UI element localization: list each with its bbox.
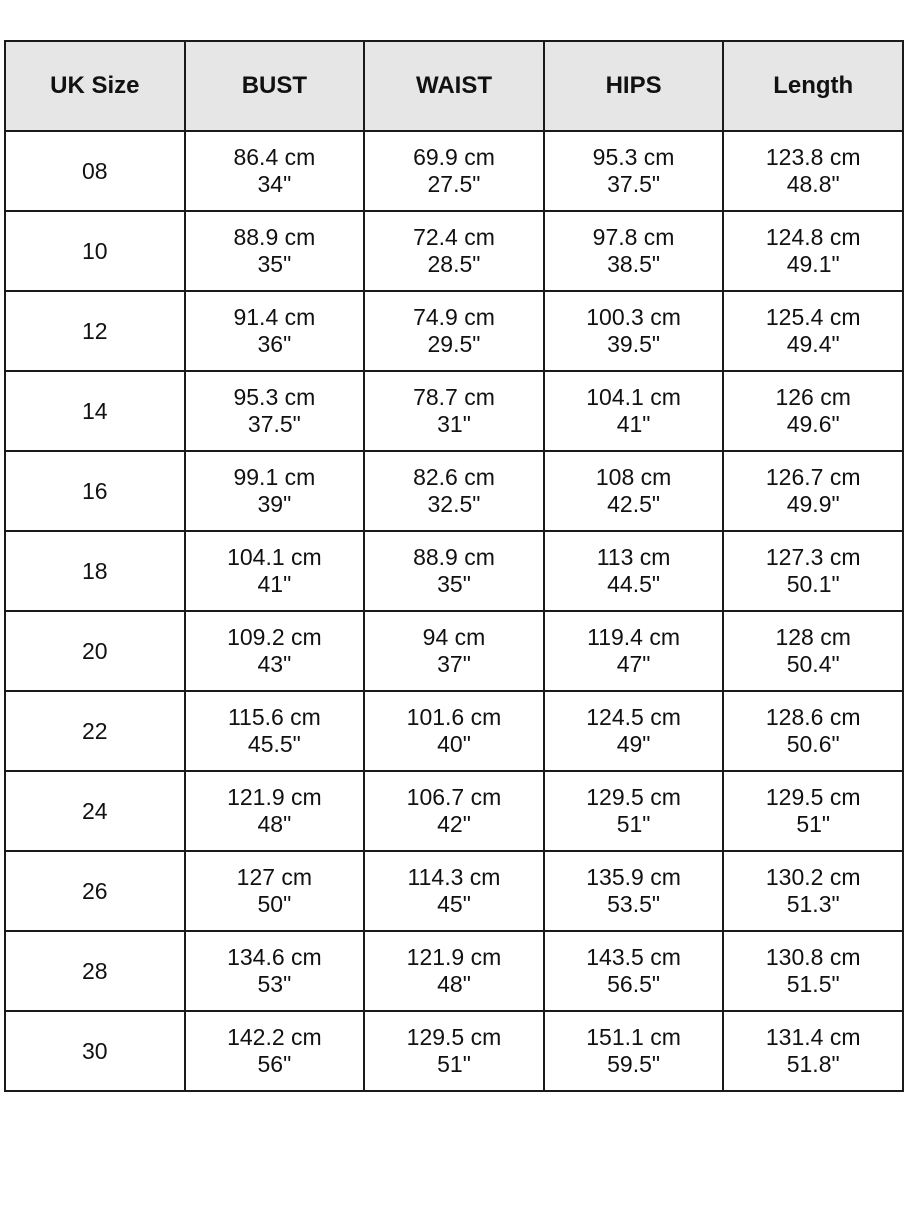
waist-cm-value: 88.9 cm: [413, 544, 495, 570]
size-cell: 16: [5, 451, 185, 531]
length-cell: [723, 1011, 903, 1091]
bust-cell: [185, 691, 365, 771]
hips-inch-value: 37.5": [607, 171, 661, 197]
bust-cm-value: 88.9 cm: [233, 224, 316, 250]
bust-inch-value: 41": [257, 571, 292, 597]
waist-cell: [364, 611, 544, 691]
hips-inch-value: 38.5": [607, 251, 661, 277]
waist-cell: [364, 451, 544, 531]
bust-inch-value: 43": [257, 651, 292, 677]
length-cell: [723, 451, 903, 531]
waist-cell: [364, 1011, 544, 1091]
size-cell: 28: [5, 931, 185, 1011]
size-cell: 30: [5, 1011, 185, 1091]
table-row: [5, 371, 903, 451]
hips-inch-value: 41": [616, 411, 651, 437]
bust-inch-value: 37.5": [247, 411, 301, 437]
size-cell: 12: [5, 291, 185, 371]
bust-cell: [185, 131, 365, 211]
length-cell: [723, 371, 903, 451]
length-cm-value: 127.3 cm: [765, 544, 861, 570]
waist-inch-value: 32.5": [427, 491, 481, 517]
waist-cm-value: 94 cm: [422, 624, 486, 650]
hips-cm-value: 97.8 cm: [592, 224, 675, 250]
length-cm-value: 124.8 cm: [765, 224, 861, 250]
waist-cm-value: 69.9 cm: [413, 144, 495, 170]
length-cm-value: 131.4 cm: [765, 1024, 861, 1050]
hips-cm-value: 151.1 cm: [586, 1024, 681, 1050]
table-row: [5, 1011, 903, 1091]
bust-cell: [185, 1011, 365, 1091]
hips-cell: [544, 1011, 724, 1091]
table-row: [5, 211, 903, 291]
length-inch-value: 51": [796, 811, 831, 837]
bust-cm-value: 86.4 cm: [233, 144, 316, 170]
length-cm-value: 126 cm: [775, 384, 851, 410]
size-cell: 22: [5, 691, 185, 771]
waist-inch-value: 35": [437, 571, 471, 597]
hips-cell: [544, 771, 724, 851]
size-chart-table: [4, 40, 904, 1092]
waist-inch-value: 40": [437, 731, 471, 757]
bust-inch-value: 53": [257, 971, 292, 997]
size-cell: 20: [5, 611, 185, 691]
table-row: [5, 531, 903, 611]
size-cell: 08: [5, 131, 185, 211]
bust-cm-value: 99.1 cm: [233, 464, 316, 490]
waist-inch-value: 31": [437, 411, 471, 437]
waist-cm-value: 78.7 cm: [413, 384, 495, 410]
waist-inch-value: 27.5": [427, 171, 481, 197]
waist-inch-value: 51": [437, 1051, 471, 1077]
length-cm-value: 128 cm: [775, 624, 851, 650]
bust-inch-value: 35": [257, 251, 292, 277]
length-cm-value: 126.7 cm: [765, 464, 861, 490]
length-inch-value: 49.9": [786, 491, 840, 517]
size-cell: 10: [5, 211, 185, 291]
waist-inch-value: 42": [437, 811, 471, 837]
hips-cm-value: 104.1 cm: [586, 384, 681, 410]
length-cm-value: 130.2 cm: [765, 864, 861, 890]
table-row: [5, 931, 903, 1011]
header-uk-size: UK Size: [5, 41, 185, 131]
bust-cell: [185, 931, 365, 1011]
hips-cm-value: 119.4 cm: [587, 624, 681, 650]
hips-cell: [544, 931, 724, 1011]
waist-cell: [364, 371, 544, 451]
bust-inch-value: 36": [257, 331, 292, 357]
size-cell: 24: [5, 771, 185, 851]
length-cell: [723, 211, 903, 291]
hips-inch-value: 39.5": [607, 331, 661, 357]
hips-inch-value: 42.5": [607, 491, 661, 517]
waist-inch-value: 29.5": [427, 331, 481, 357]
waist-cell: [364, 771, 544, 851]
bust-cm-value: 104.1 cm: [227, 544, 322, 570]
hips-inch-value: 56.5": [607, 971, 661, 997]
header-hips: HIPS: [544, 41, 724, 131]
hips-inch-value: 49": [616, 731, 651, 757]
length-cm-value: 129.5 cm: [765, 784, 861, 810]
waist-inch-value: 28.5": [427, 251, 481, 277]
bust-cm-value: 95.3 cm: [233, 384, 316, 410]
waist-cm-value: 74.9 cm: [413, 304, 495, 330]
bust-cell: [185, 611, 365, 691]
bust-cell: [185, 211, 365, 291]
waist-cell: [364, 931, 544, 1011]
waist-cm-value: 101.6 cm: [406, 704, 502, 730]
bust-inch-value: 48": [257, 811, 292, 837]
bust-cm-value: 121.9 cm: [227, 784, 322, 810]
length-inch-value: 49.1": [786, 251, 840, 277]
header-bust: BUST: [185, 41, 365, 131]
bust-cm-value: 115.6 cm: [227, 704, 321, 730]
length-inch-value: 50.6": [786, 731, 840, 757]
hips-cm-value: 113 cm: [596, 544, 671, 570]
hips-cm-value: 108 cm: [595, 464, 672, 490]
hips-inch-value: 53.5": [607, 891, 661, 917]
table-row: [5, 851, 903, 931]
length-inch-value: 48.8": [786, 171, 840, 197]
length-cell: [723, 291, 903, 371]
waist-cm-value: 129.5 cm: [406, 1024, 502, 1050]
waist-cm-value: 106.7 cm: [406, 784, 502, 810]
length-cell: [723, 691, 903, 771]
table-row: [5, 771, 903, 851]
table-row: [5, 611, 903, 691]
waist-cell: [364, 211, 544, 291]
length-cm-value: 128.6 cm: [765, 704, 861, 730]
length-inch-value: 51.5": [786, 971, 840, 997]
table-header-row: [5, 41, 903, 131]
waist-inch-value: 45": [437, 891, 471, 917]
length-inch-value: 50.4": [786, 651, 840, 677]
length-cell: [723, 851, 903, 931]
bust-cm-value: 127 cm: [236, 864, 313, 890]
table-row: [5, 451, 903, 531]
bust-cell: [185, 851, 365, 931]
hips-cm-value: 135.9 cm: [586, 864, 681, 890]
length-cm-value: 123.8 cm: [765, 144, 861, 170]
hips-cell: [544, 611, 724, 691]
waist-cell: [364, 291, 544, 371]
waist-cell: [364, 851, 544, 931]
length-cm-value: 125.4 cm: [765, 304, 861, 330]
waist-inch-value: 48": [437, 971, 471, 997]
hips-cell: [544, 691, 724, 771]
length-cell: [723, 611, 903, 691]
bust-cell: [185, 371, 365, 451]
hips-cell: [544, 131, 724, 211]
bust-cell: [185, 291, 365, 371]
header-length: Length: [723, 41, 903, 131]
bust-cell: [185, 531, 365, 611]
waist-cell: [364, 691, 544, 771]
length-inch-value: 49.4": [786, 331, 840, 357]
bust-inch-value: 50": [257, 891, 292, 917]
waist-cell: [364, 531, 544, 611]
bust-inch-value: 34": [257, 171, 292, 197]
table-body: [5, 131, 903, 1091]
waist-inch-value: 37": [437, 651, 471, 677]
bust-cell: [185, 771, 365, 851]
waist-cell: [364, 131, 544, 211]
hips-cm-value: 143.5 cm: [586, 944, 681, 970]
waist-cm-value: 121.9 cm: [406, 944, 502, 970]
hips-cell: [544, 371, 724, 451]
hips-cell: [544, 851, 724, 931]
hips-inch-value: 44.5": [607, 571, 661, 597]
header-waist: WAIST: [364, 41, 544, 131]
hips-cell: [544, 451, 724, 531]
hips-cell: [544, 211, 724, 291]
length-inch-value: 51.8": [786, 1051, 840, 1077]
size-cell: 14: [5, 371, 185, 451]
length-inch-value: 51.3": [786, 891, 840, 917]
table-row: [5, 291, 903, 371]
table-row: [5, 691, 903, 771]
waist-cm-value: 72.4 cm: [413, 224, 495, 250]
bust-inch-value: 39": [257, 491, 292, 517]
table-row: [5, 131, 903, 211]
hips-cm-value: 124.5 cm: [586, 704, 681, 730]
hips-cell: [544, 531, 724, 611]
hips-cm-value: 129.5 cm: [586, 784, 681, 810]
length-cell: [723, 771, 903, 851]
bust-cm-value: 109.2 cm: [227, 624, 322, 650]
size-cell: 26: [5, 851, 185, 931]
bust-cm-value: 142.2 cm: [227, 1024, 322, 1050]
bust-inch-value: 45.5": [247, 731, 301, 757]
size-cell: 18: [5, 531, 185, 611]
bust-inch-value: 56": [257, 1051, 292, 1077]
waist-cm-value: 114.3 cm: [407, 864, 501, 890]
hips-cell: [544, 291, 724, 371]
length-cm-value: 130.8 cm: [765, 944, 861, 970]
hips-inch-value: 47": [616, 651, 651, 677]
hips-cm-value: 95.3 cm: [592, 144, 675, 170]
length-inch-value: 50.1": [786, 571, 840, 597]
bust-cell: [185, 451, 365, 531]
bust-cm-value: 134.6 cm: [227, 944, 322, 970]
length-cell: [723, 531, 903, 611]
waist-cm-value: 82.6 cm: [413, 464, 495, 490]
length-inch-value: 49.6": [786, 411, 840, 437]
hips-inch-value: 59.5": [607, 1051, 661, 1077]
hips-cm-value: 100.3 cm: [586, 304, 681, 330]
length-cell: [723, 131, 903, 211]
hips-inch-value: 51": [616, 811, 651, 837]
bust-cm-value: 91.4 cm: [233, 304, 316, 330]
length-cell: [723, 931, 903, 1011]
